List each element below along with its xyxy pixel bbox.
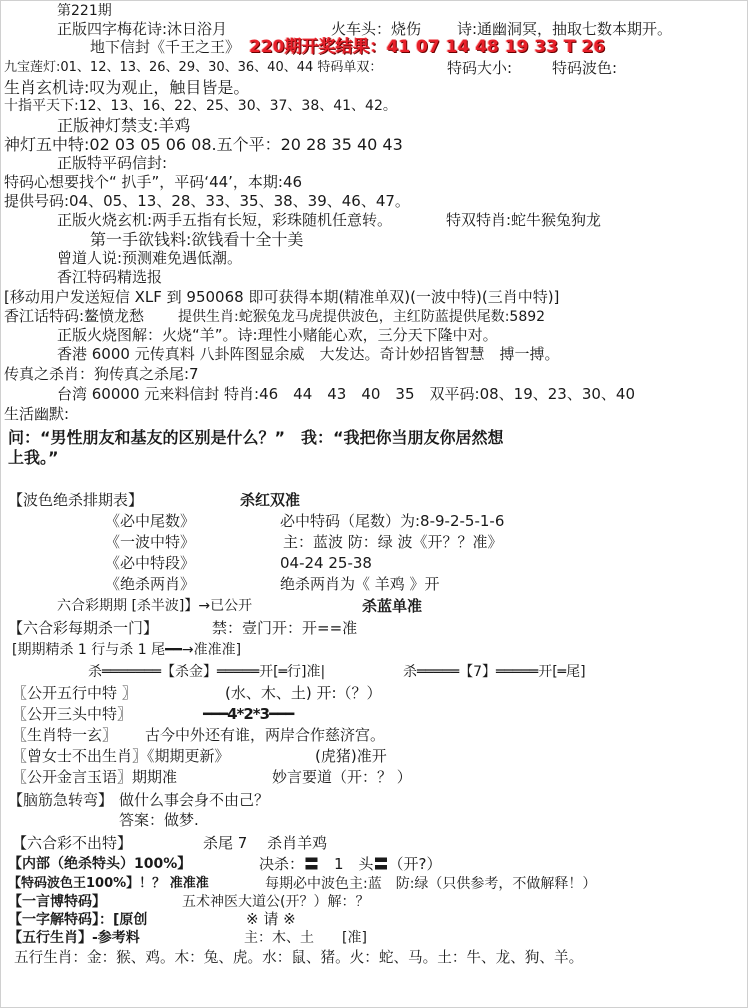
plum-poem: 正版四字梅花诗:沐日浴月 xyxy=(57,20,228,38)
zodiac-elements-title: 【五行生肖】-参考料 xyxy=(8,930,140,946)
xiangjiang-report: 香江特码精选报 xyxy=(57,268,163,286)
cengdao-says: 曾道人说:预测难免遇低潮。 xyxy=(57,249,243,267)
no-show-value: 杀尾 7 杀肖羊鸡 xyxy=(203,834,328,852)
color-kill-table-title: 【波色绝杀排期表】 xyxy=(8,491,144,509)
kill-blue-single: 杀蓝单准 xyxy=(362,597,423,615)
each-period-kill: [期期精杀 1 行与杀 1 尾━━→准准准] xyxy=(12,642,242,658)
ten-fingers: 十指平天下:12、13、16、22、25、30、37、38、41、42。 xyxy=(4,98,397,114)
inner-kill-value: 决杀：〓 1 头〓（开?） xyxy=(259,855,442,873)
three-heads-value: ━━━4*2*3━━━ xyxy=(203,705,294,723)
one-char-title: 【一字解特码】：[原创 xyxy=(8,912,148,928)
kill-two-label: 《绝杀两肖》 xyxy=(105,575,196,593)
one-word-value: 五术神医大道公(开？）解：？ xyxy=(182,894,370,910)
zodiac-riddle-title: 〖生肖特一玄〗 xyxy=(12,726,118,744)
ms-zeng-value: (虎猪)准开 xyxy=(315,747,387,765)
mobile-sms: [移动用户发送短信 XLF 到 950068 即可获得本期(精准单双)(一波中特)(三肖中特)] xyxy=(4,288,560,306)
golden-words-title: 〖公开金言玉语〗期期准 xyxy=(12,768,178,786)
tema-color: 特码波色: xyxy=(552,59,618,77)
provided-zodiac: 提供生肖:蛇猴兔龙马虎提供波色，主红防蓝提供尾数:5892 xyxy=(178,309,546,325)
kill-red-double: 杀红双准 xyxy=(240,491,301,509)
zodiac-elements-list: 五行生肖：金：猴、鸡。木：兔、虎。水：鼠、猪。火：蛇、马。土：牛、龙、狗、羊。 xyxy=(14,949,584,966)
issue-number: 第221期 xyxy=(57,3,112,19)
no-show-title: 【六合彩不出特】 xyxy=(12,834,133,852)
wave-king-value: 每期必中波色主:蓝 防:绿（只供参考，不做解释！） xyxy=(265,876,597,892)
five-elements-title: 〖公开五行中特 〗 xyxy=(12,684,137,702)
brain-teaser-title: 【脑筋急转弯】 xyxy=(8,791,114,809)
lamp-five: 神灯五中特:02 03 05 06 08.五个平：20 28 35 40 43 xyxy=(4,135,403,154)
must-tail-label: 《必中尾数》 xyxy=(105,512,196,530)
one-char-value: ※ 请 ※ xyxy=(246,910,296,928)
one-wave-value: 主：蓝波 防：绿 波《开？？准》 xyxy=(283,533,503,551)
hongkong-fax: 香港 6000 元传真料 八卦阵图显余威 大发达。奇计妙招皆智慧 搏一搏。 xyxy=(57,345,560,363)
life-humor: 生活幽默: xyxy=(4,405,70,423)
provided-numbers: 提供号码:04、05、13、28、33、35、38、39、46、47。 xyxy=(4,192,410,210)
inner-kill-title: 【内部（绝杀特头）100%】 xyxy=(8,856,192,872)
joke-line-2: 上我。” xyxy=(8,448,59,467)
fire-mystery: 正版火烧玄机:两手五指有长短，彩珠随机任意转。 xyxy=(57,211,393,229)
lamp-forbidden: 正版神灯禁支:羊鸡 xyxy=(57,116,191,135)
must-segment-value: 04-24 25-38 xyxy=(280,554,372,572)
double-zodiac: 特双特肖:蛇牛猴兔狗龙 xyxy=(446,211,602,229)
brain-teaser-question: 做什么事会身不由己？ xyxy=(119,791,270,809)
kill-seven-line: 杀═════【7】═════开[═尾] xyxy=(403,664,586,680)
one-word-title: 【一言博特码】 xyxy=(8,894,106,910)
kill-one-door-value: 禁：壹门开：开==准 xyxy=(212,619,358,637)
underground-envelope: 地下信封《千王之王》 xyxy=(90,38,241,56)
flat-code-envelope: 正版特平码信封: xyxy=(57,154,168,172)
draw-result: 220期开奖结果：41 07 14 48 19 33 T 26 xyxy=(249,37,606,57)
zodiac-poem: 生肖玄机诗:叹为观止，触目皆是。 xyxy=(4,78,250,97)
nine-lotus-lamp: 九宝莲灯:01、12、13、26、29、30、36、40、44 特码单双： xyxy=(4,60,383,75)
half-wave-line: 六合彩期期 [杀半波]】→已公开 xyxy=(57,598,253,614)
fax-kill: 传真之杀肖：狗传真之杀尾:7 xyxy=(4,365,199,383)
fire-diagram: 正版火烧图解：火烧“羊”。诗:理性小赌能心欢，三分天下隆中对。 xyxy=(57,326,498,344)
pickpocket-line: 特码心想要找个“ 扒手”，平码‘44’，本期:46 xyxy=(4,173,303,191)
joke-line-1: 问：“男性朋友和基友的区别是什么？” 我：“我把你当朋友你居然想 xyxy=(8,428,504,447)
three-heads-title: 〖公开三头中特〗 xyxy=(12,705,133,723)
taiwan-envelope: 台湾 60000 元来料信封 特肖:46 44 43 40 35 双平码:08、19、23、30、40 xyxy=(57,385,636,403)
kill-two-value: 绝杀两肖为《 羊鸡 》开 xyxy=(280,575,440,593)
wave-king-title: 【特码波色王100%】！？ 准准准 xyxy=(8,876,209,891)
first-hand: 第一手欲钱料:欲钱看十全十美 xyxy=(90,230,304,249)
tema-size: 特码大小: xyxy=(447,59,513,77)
must-segment-label: 《必中特段》 xyxy=(105,554,196,572)
must-tail-value: 必中特码（尾数）为:8-9-2-5-1-6 xyxy=(280,512,505,530)
xiangjiang-words: 香江话特码:鳌愤龙愁 xyxy=(4,307,145,325)
one-wave-label: 《一波中特》 xyxy=(105,533,196,551)
golden-words-value: 妙言要道（开：？ ） xyxy=(272,768,412,786)
ms-zeng-title: 〖曾女士不出生肖〗《期期更新》 xyxy=(12,747,230,765)
kill-metal-line: 杀═══════【杀金】═════开[═行]准| xyxy=(88,664,326,680)
five-elements-value: (水、木、土) 开:（？） xyxy=(225,684,382,702)
kill-one-door-title: 【六合彩每期杀一门】 xyxy=(8,619,159,637)
zodiac-elements-value: 主：木、土 [准] xyxy=(244,930,367,946)
train-head: 火车头：烧伤 xyxy=(331,20,422,38)
brain-teaser-answer: 答案：做梦. xyxy=(119,811,199,829)
poem-line: 诗:通幽洞冥，抽取七数本期开。 xyxy=(457,20,673,38)
zodiac-riddle-value: 古今中外还有谁，两岸合作慈济宫。 xyxy=(145,726,386,744)
